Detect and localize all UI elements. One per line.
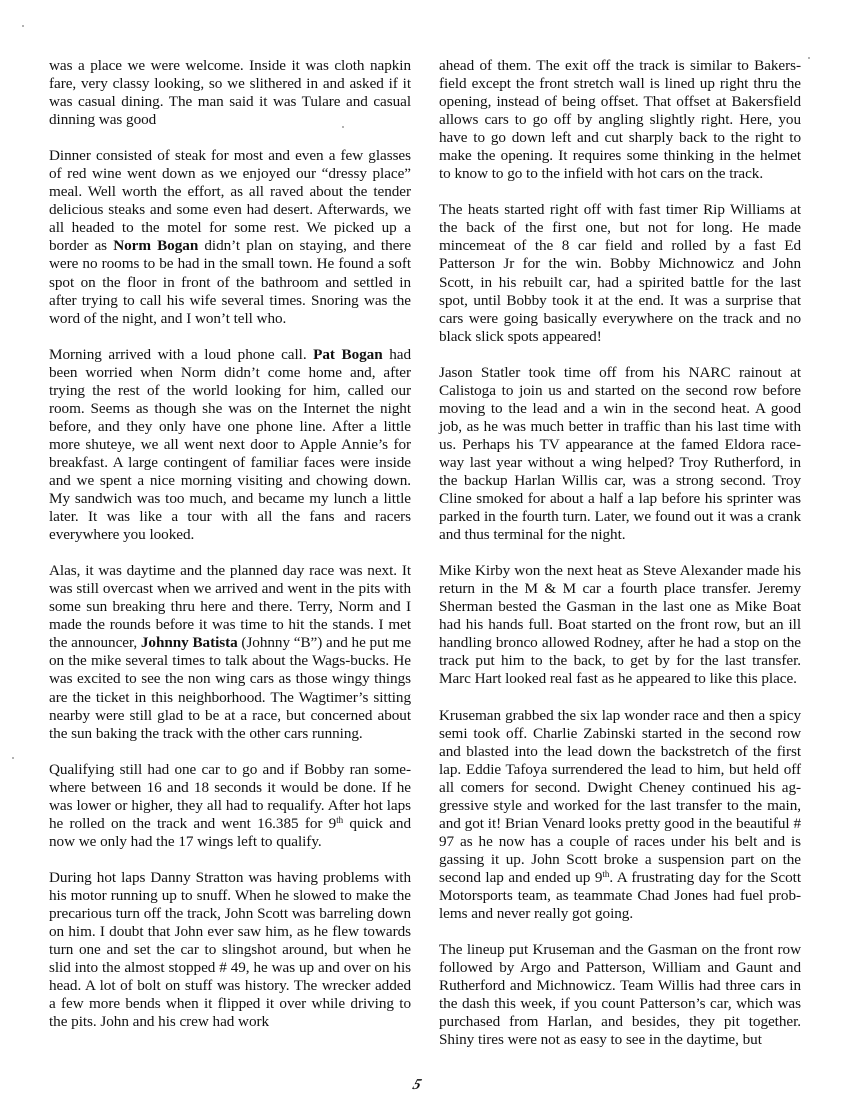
left-column bbox=[49, 57, 411, 1031]
paragraph-morning bbox=[49, 346, 411, 545]
paragraph-semi bbox=[439, 707, 801, 924]
ordinal-suffix: th bbox=[336, 814, 344, 825]
text-segment: was a place we were welcome. Inside it was cloth napkin fare, very classy looking, so we slithered in and asked if it was casual dining. The man said it was Tulare and casual dinning was good bbox=[49, 57, 411, 129]
paragraph-hot-laps bbox=[49, 869, 411, 1031]
page-number: 5 bbox=[410, 1077, 424, 1093]
text-segment: The lineup put Kruseman and the Gasman on the front row followed by Argo and Patterson, William and Gaunt and Rutherford and Michnowicz. Team Willis had three cars in the dash this week, if you count Patterson’s car, which was purchased from Harlan, and besides, they pit together. Shiny tires were not as easy to see in the daytime, but bbox=[439, 941, 801, 1049]
text-segment: Qualifying still had one car to go and if Bobby ran some-where between 16 and 18 seconds it would be done. If he was lower or higher, they all had to requalify. After hot laps he rolled on the track and went 16.385 for 9 bbox=[49, 760, 411, 832]
text-segment: didn’t plan on staying, and there were no rooms to be had in the small town. He found a soft spot on the floor in front of the bathroom and settled in after trying to call his wife several times. Snoring was the word of the night, and I won’t tell who. bbox=[49, 237, 412, 327]
paragraph-dinner bbox=[49, 147, 411, 327]
text-segment: During hot laps Danny Stratton was having problems with his motor running up to snuff. When he slowed to make the precarious turn off the track, John Scott was barreling down on him. I doubt that John ever saw him, as he flew towards turn one and set the car to slingshot around, but when he slid into the almost stopped # 49, he was up and over on his head. A lot of bolt on stuff was history. The wrecker added a few more bends when it flipped it over while driving to the pits. John and his crew had work bbox=[49, 868, 411, 1031]
scan-artifact bbox=[808, 57, 810, 59]
text-segment: . A frustrating day for the Scott Motorsports team, as teammate Chad Jones had fuel prob-lems and never really got going. bbox=[439, 868, 801, 923]
text-segment: Jason Statler took time off from his NARC rainout at Calistoga to join us and started on the second row before moving to the lead and a win in the second heat. A good job, as he was much better in traffic than his last time with us. Perhaps his TV appearance at the famed Eldora race-way last year without a wing helped? Troy Rutherford, in the backup Harlan Willis car, was a strong second. Troy Cline smoked for about a half a lap before his sprinter was parked in the fourth turn. Later, we found out it was a crank and thus terminal for the night. bbox=[439, 363, 801, 544]
text-segment: Kruseman grabbed the six lap wonder race and then a spicy semi took off. Charlie Zabinski started in the second row and blasted into the lead down the backstretch of the first lap. Eddie Tafoya surrendered the lead to him, but held off all comers for second. Dwight Cheney continued his ag-gressive style and worked for the last transfer to the main, and got it! Brian Venard looks pretty good in the beautiful # 97 as he now has a couple of races under his belt and is gassing it up. John Scott broke a suspension part on the second lap and ended up 9 bbox=[439, 706, 801, 886]
text-segment: Alas, it was daytime and the planned day race was next. It was still overcast when we arrived and went in the pits with some sun breaking thru here and there. Terry, Norm and I made the rounds before it was time to hit the stands. I met the announcer, bbox=[49, 562, 411, 652]
paragraph-daytime bbox=[49, 562, 411, 742]
text-segment: quick and now we only had the 17 wings left to qualify. bbox=[49, 814, 411, 850]
text-segment: Mike Kirby won the next heat as Steve Alexander made his return in the M & M car a fourth place transfer. Jeremy Sherman bested the Gasman in the last one as Mike Boat had his hands full. Boat started on the front row, but an ill handling bronco allowed Rodney, after he had a stop on the track put him to the back, to get by for the last transfer. Marc Hart looked real fast as he appeared to like this place. bbox=[439, 562, 801, 688]
text-segment: ahead of them. The exit off the track is similar to Bakers-field except the front stretch wall is lined up right thru the opening, instead of being offset. That offset at Bakersfield allows cars to go off by angling slightly right. Here, you have to go down left and cut sharply back to the right to make the opening. It requires some thinking in the helmet to know to go to the infield with hot cars on the track. bbox=[439, 57, 801, 183]
text-segment: Morning arrived with a loud phone call. bbox=[49, 345, 314, 363]
scan-artifact bbox=[342, 126, 344, 128]
bold-name: Norm Bogan bbox=[113, 237, 199, 255]
paragraph-track-exit bbox=[439, 57, 801, 183]
text-segment: Dinner consisted of steak for most and even a few glasses of red wine went down as we enjoyed our “dressy place” meal. Well worth the effort, as all raved about the tender delicious steaks and some even had desert. Afterwards, we all headed to the motel for some rest. We picked up a border as bbox=[49, 147, 411, 255]
paragraph-lineup bbox=[439, 941, 801, 1049]
bold-name: Pat Bogan bbox=[313, 345, 383, 363]
text-segment: The heats started right off with fast timer Rip Williams at the back of the first one, but not for long. He made mincemeat of the 8 car field and rolled by a fast Ed Patterson Jr for the win. Bobby Michnowicz and John Scott, in his rebuilt car, had a spirited battle for the last spot, until Bobby took it at the end. It was a surprise that cars were going basically everywhere on the track and no black slick spots appeared! bbox=[439, 201, 801, 345]
scan-artifact bbox=[22, 25, 24, 27]
text-segment: (Johnny “B”) and he put me on the mike several times to talk about the Wags-bucks. He was excited to see the non wing cars as those wingy things are the ticket in this neighborhood. The Wagtimer’s sitting nearby were still glad to be at a race, but concerned about the sun baking the track with the other cars running. bbox=[49, 634, 412, 742]
paragraph-second-heat bbox=[439, 364, 801, 544]
scan-artifact bbox=[12, 757, 14, 759]
paragraph-dinner-arrival bbox=[49, 57, 411, 129]
paragraph-third-heat bbox=[439, 562, 801, 688]
paragraph-heats bbox=[439, 201, 801, 345]
paragraph-qualifying bbox=[49, 761, 411, 851]
ordinal-suffix: th bbox=[602, 868, 610, 879]
right-column bbox=[439, 57, 801, 1049]
text-segment: had been worried when Norm didn’t come home and, after trying the rest of the world looking for him, called our room. Seems as though she was on the Internet the night before, and they only have one phone line. After a little more shuteye, we all went next door to Apple Annie’s for breakfast. A large contingent of familiar faces were inside and we spent a nice morning visiting and chowing down. My sandwich was too much, and became my lunch a little later. It was like a tour with all the fans and racers everywhere you looked. bbox=[49, 345, 411, 544]
bold-name: Johnny Batista bbox=[140, 634, 238, 652]
